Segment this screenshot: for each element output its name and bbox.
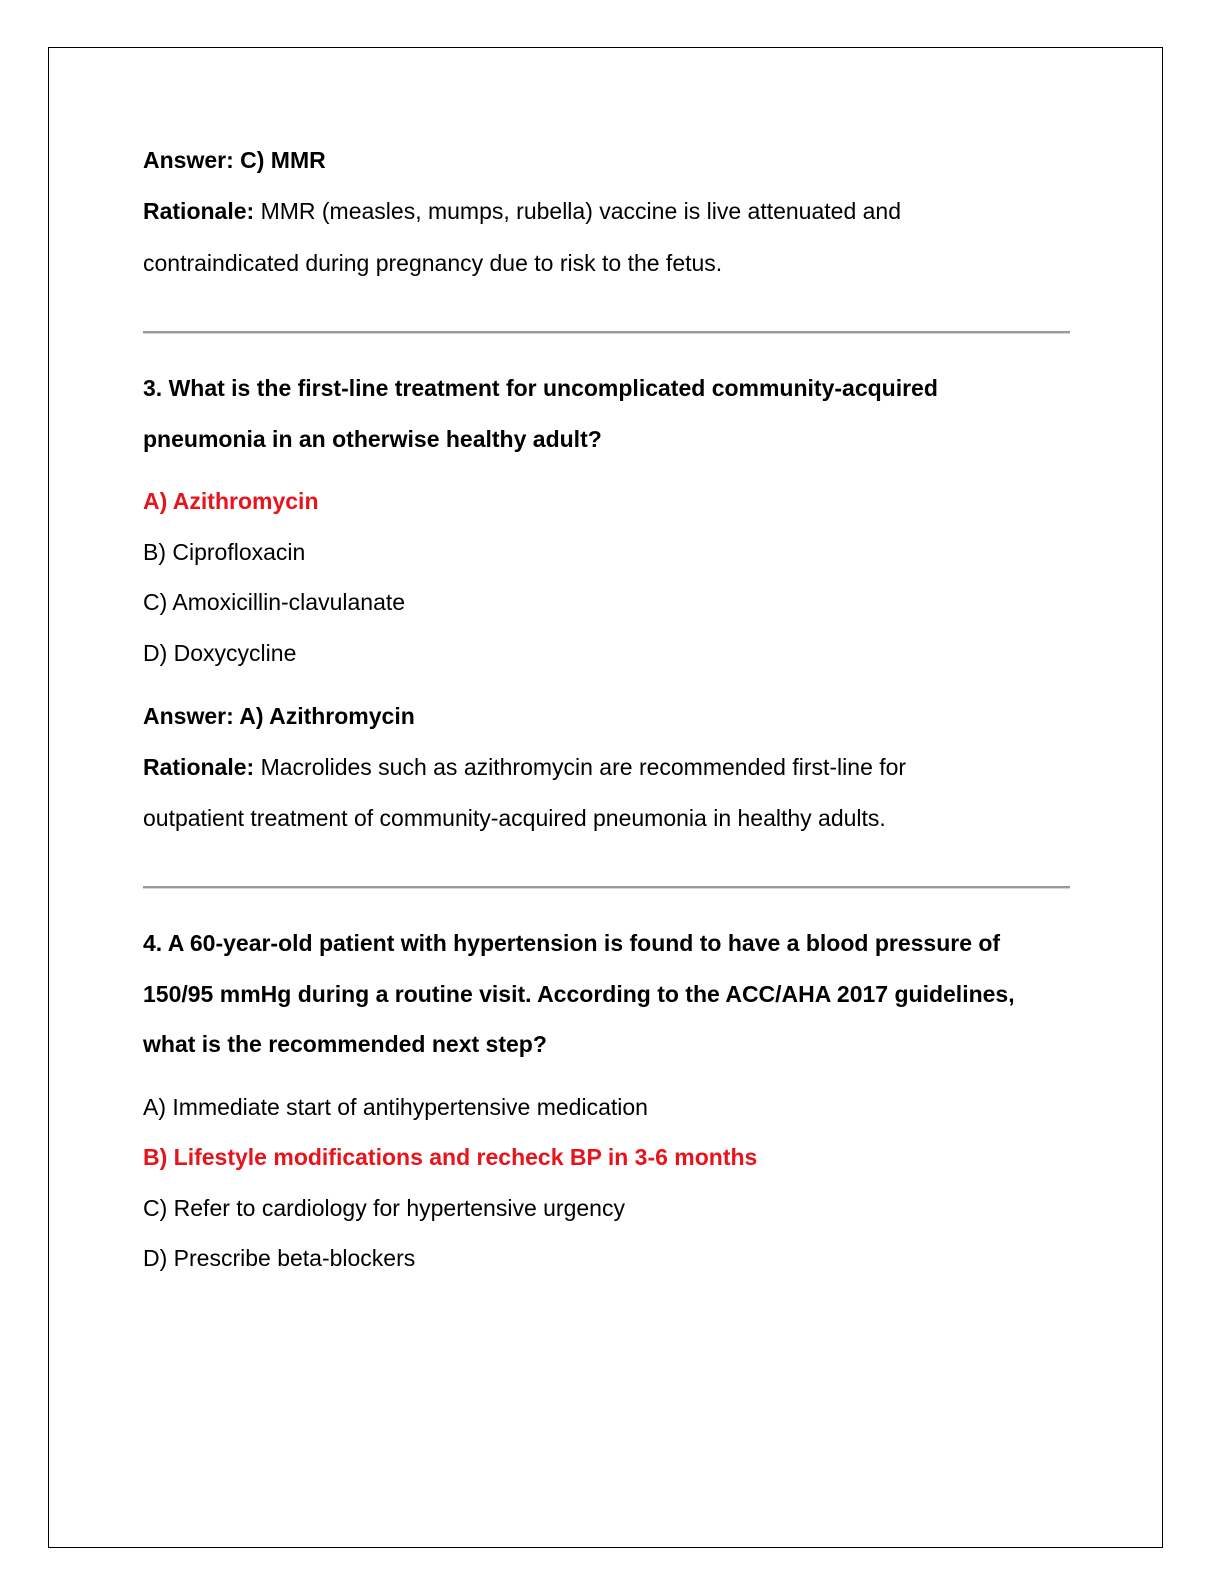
q3-option-b: B) Ciprofloxacin	[143, 539, 306, 565]
answer-value: C) MMR	[240, 147, 326, 173]
rationale-text: MMR (measles, mumps, rubella) vaccine is live attenuated and	[260, 198, 902, 224]
answer-value: A) Azithromycin	[239, 703, 415, 729]
q2-answer	[143, 145, 326, 175]
q3-rationale-line-1	[143, 752, 906, 782]
q4-option-c: C) Refer to cardiology for hypertensive urgency	[143, 1195, 625, 1221]
q4-option-d: D) Prescribe beta-blockers	[143, 1245, 416, 1271]
rationale-text: Macrolides such as azithromycin are recommended first-line for	[260, 754, 907, 780]
q3-question-line-1: 3. What is the first-line treatment for uncomplicated community-acquired	[143, 375, 938, 401]
q3-option-d: D) Doxycycline	[143, 640, 297, 666]
q3-rationale-line-2: outpatient treatment of community-acquired pneumonia in healthy adults.	[143, 805, 886, 831]
q4-option-b: B) Lifestyle modifications and recheck BP in 3-6 months	[143, 1144, 758, 1170]
answer-label: Answer:	[143, 703, 234, 729]
q4-question-line-1: 4. A 60-year-old patient with hypertension is found to have a blood pressure of	[143, 930, 1001, 956]
answer-label: Answer:	[143, 147, 234, 173]
section-divider	[143, 886, 1070, 889]
q4-question-line-2: 150/95 mmHg during a routine visit. According to the ACC/AHA 2017 guidelines,	[143, 981, 1015, 1007]
section-divider	[143, 331, 1070, 334]
q3-question-line-2: pneumonia in an otherwise healthy adult?	[143, 426, 602, 452]
q3-option-c: C) Amoxicillin-clavulanate	[143, 589, 406, 615]
rationale-label: Rationale:	[143, 754, 255, 780]
rationale-label: Rationale:	[143, 198, 255, 224]
q4-question-line-3: what is the recommended next step?	[143, 1031, 547, 1057]
q4-option-a: A) Immediate start of antihypertensive medication	[143, 1094, 648, 1120]
q3-option-a: A) Azithromycin	[143, 488, 319, 514]
q3-answer	[143, 701, 415, 731]
q2-rationale-line-2: contraindicated during pregnancy due to risk to the fetus.	[143, 250, 723, 276]
q2-rationale-line-1	[143, 196, 901, 226]
